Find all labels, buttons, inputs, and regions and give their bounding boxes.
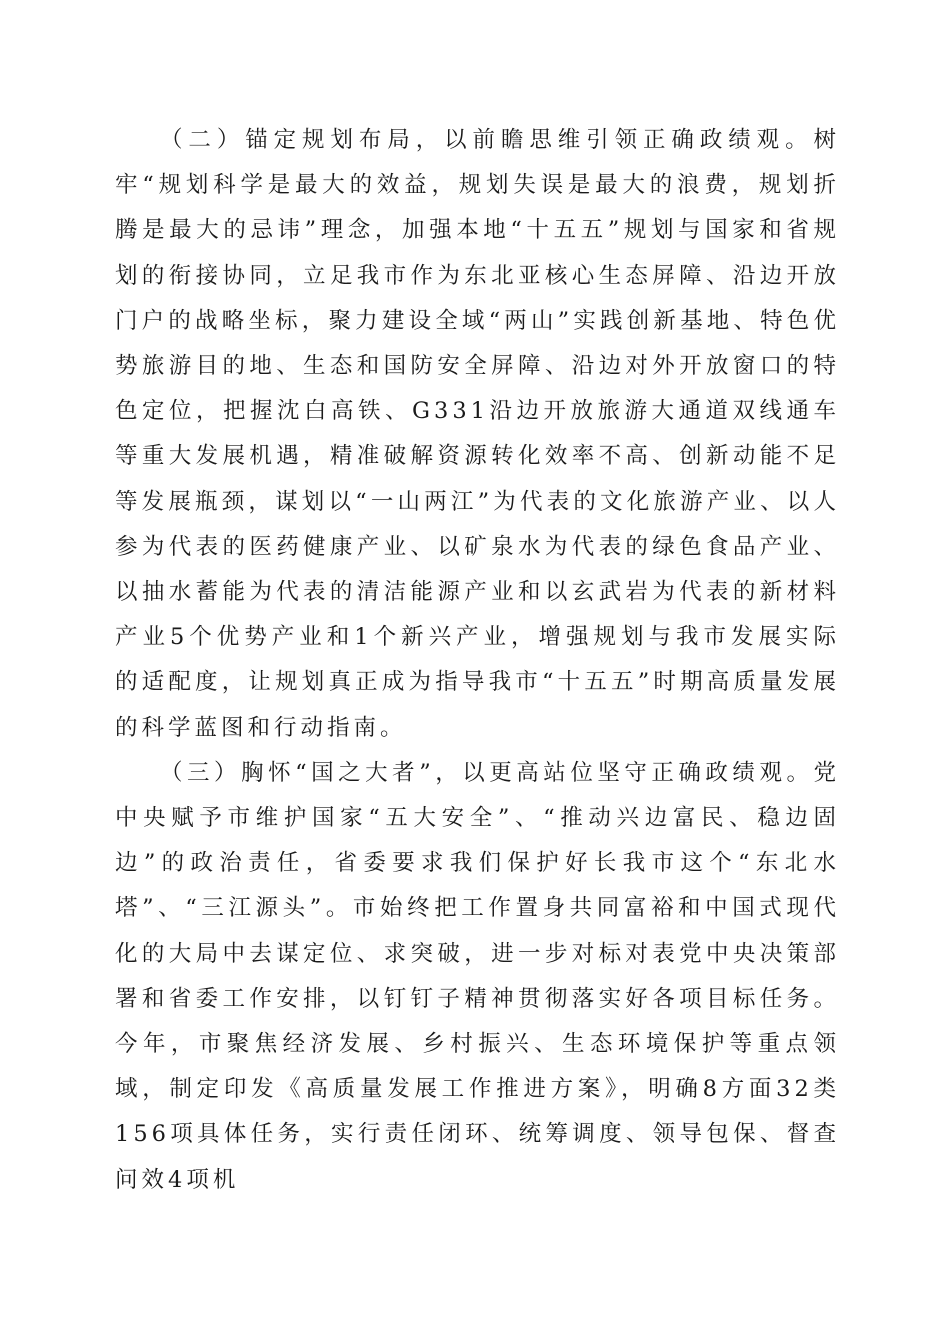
paragraph-planning-layout: （二）锚定规划布局，以前瞻思维引领正确政绩观。树牢“规划科学是最大的效益，规划失误是最大的浪费，规划折腾是最大的忌讳”理念，加强本地“十五五”规划与国家和省规划的衔接协同，立足我市作为东北亚核心生态屏障、沿边开放门户的战略坐标，聚力建设全域“两山”实践创新基地、特色优势旅游目的地、生态和国防安全屏障、沿边对外开放窗口的特色定位，把握沈白高铁、G331沿边开放旅游大通道双线通车等重大发展机遇，精准破解资源转化效率不高、创新动能不足等发展瓶颈，谋划以“一山两江”为代表的文化旅游产业、以人参为代表的医药健康产业、以矿泉水为代表的绿色食品产业、以抽水蓄能为代表的清洁能源产业和以玄武岩为代表的新材料产业5个优势产业和1个新兴产业，增强规划与我市发展实际的适配度，让规划真正成为指导我市“十五五”时期高质量发展的科学蓝图和行动指南。 [115, 127, 840, 741]
paragraph-national-priorities: （三）胸怀“国之大者”，以更高站位坚守正确政绩观。党中央赋予市维护国家“五大安全”、“推动兴边富民、稳边固边”的政治责任，省委要求我们保护好长我市这个“东北水塔”、“三江源头”。市始终把工作置身共同富裕和中国式现代化的大局中去谋定位、求突破，进一步对标对表党中央决策部署和省委工作安排，以钉钉子精神贯彻落实好各项目标任务。今年，市聚焦经济发展、乡村振兴、生态环境保护等重点领域，制定印发《高质量发展工作推进方案》，明确8方面32类156项具体任务，实行责任闭环、统筹调度、领导包保、督查问效4项机 [115, 759, 840, 1193]
document-body [115, 118, 840, 1203]
